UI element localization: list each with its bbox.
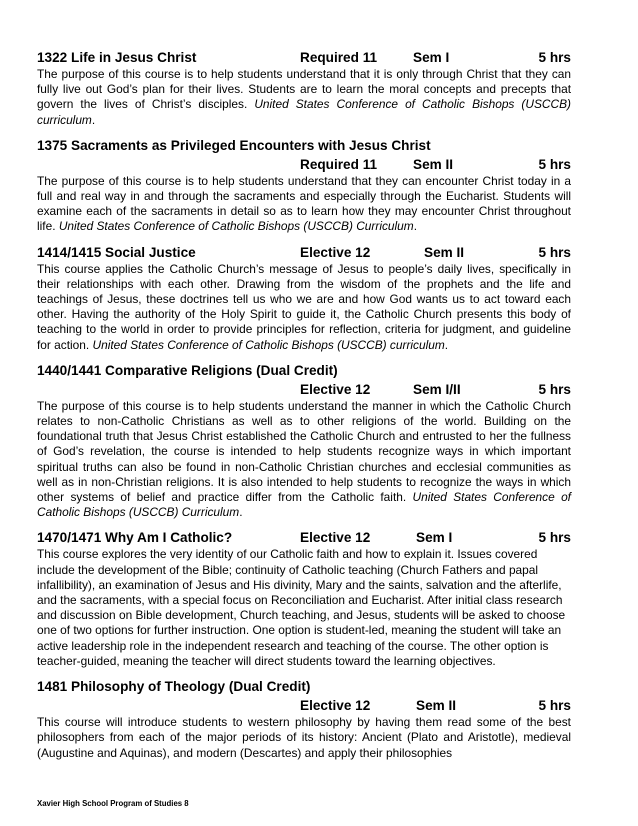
description-text: This course will introduce students to western philosophy by having them read some of the best philosophers from each of the major periods of its history: Ancient (Plato and Aristotle), medieval (Augustine and Aquinas), and modern (Descartes) and apply their philosophies	[37, 715, 571, 760]
course-title-line	[37, 136, 571, 155]
course-hours: 5 hrs	[538, 381, 571, 397]
course-requirement: Elective 12	[300, 698, 371, 714]
course-description	[37, 715, 571, 761]
course-semester: Sem I	[416, 530, 453, 546]
course-semester: Sem I/II	[413, 381, 461, 397]
description-end: .	[239, 505, 243, 520]
course-requirement: Elective 12	[300, 244, 371, 260]
course-hours: 5 hrs	[538, 530, 571, 546]
curriculum-citation: United States Conference of Catholic Bishops (USCCB) Curriculum	[37, 490, 571, 520]
course-1440-1441	[37, 361, 571, 521]
course-requirement: Elective 12	[300, 530, 371, 546]
course-title: 1375 Sacraments as Privileged Encounters with Jesus Christ	[37, 137, 431, 153]
description-end: .	[413, 219, 418, 234]
course-catalog	[37, 48, 571, 769]
description-text: The purpose of this course is to help students understand the manner in which the Catholic Church relates to non-Catholic Christians as well as to other religions of the world. Building on the foundational truth that Jesus Christ established the Catholic Church and entrusted to her the fullness of God’s revelation, the course is intended to help students recognize ways in which important spiritual truths can also be found in non-Catholic Christian churches and ecclesial communities as well as in non-Christian religions. It is also intended to help students to recognize the ways in which other systems of belief and practice differ from the Catholic faith.	[37, 398, 571, 505]
course-title: 1322 Life in Jesus Christ	[37, 50, 197, 65]
course-description	[37, 399, 571, 521]
course-requirement: Required 11	[300, 156, 378, 172]
description-text: The purpose of this course is to help students understand that they can encounter Christ today in a full and real way in and through the sacraments and especially through the Eucharist. Students will examine each of the sacraments in detail so as to learn how they may encounter Christ throughout life.	[37, 173, 571, 234]
course-header	[37, 243, 571, 262]
course-header	[37, 528, 571, 547]
course-description	[37, 262, 571, 353]
course-title-line	[37, 677, 571, 696]
course-title-line	[37, 361, 571, 380]
course-1481	[37, 677, 571, 761]
course-1414-1415	[37, 243, 571, 353]
course-semester: Sem I	[413, 50, 450, 65]
course-semester: Sem II	[413, 156, 454, 172]
course-hours: 5 hrs	[538, 156, 571, 172]
course-hours: 5 hrs	[538, 244, 571, 260]
course-semester: Sem II	[424, 244, 465, 260]
course-description	[37, 67, 571, 128]
course-title: 1470/1471 Why Am I Catholic?	[37, 530, 233, 546]
description-end: .	[444, 337, 449, 352]
course-hours: 5 hrs	[538, 50, 571, 65]
course-description	[37, 174, 571, 235]
course-1322	[37, 48, 571, 128]
course-1470-1471	[37, 528, 571, 669]
curriculum-citation: United States Conference of Catholic Bishops (USCCB) curriculum	[37, 97, 571, 127]
description-text: The purpose of this course is to help students understand that it is only through Christ that they can fully live out God’s plan for their lives. Students are to learn the moral concepts and precepts that govern the lives of Christ’s disciples.	[37, 67, 571, 112]
curriculum-citation: United States Conference of Catholic Bishops (USCCB) Curriculum	[58, 219, 414, 234]
course-1375	[37, 136, 571, 235]
course-description	[37, 547, 571, 669]
course-title: 1440/1441 Comparative Religions (Dual Credit)	[37, 362, 338, 378]
description-text: This course applies the Catholic Church’s message of Jesus to people’s daily lives, specifically in their relationships with each other. Drawing from the wisdom of the prophets and the life and teachings of Jesus, these doctrines tell us who we are and how God wants us to act toward each other. Having the authority of the Holy Spirit to guide it, the Catholic Church presents this body of teaching to the world in order to provide principles for reflection, criteria for judgment, and guideline for action.	[37, 261, 571, 352]
course-title: 1481 Philosophy of Theology (Dual Credit)	[37, 679, 311, 695]
course-hours: 5 hrs	[538, 698, 571, 714]
description-text: This course explores the very identity of our Catholic faith and how to explain it. Issues covered include the development of the Bible; continuity of Catholic teaching (Church Fathers and papal infallibility), an examination of Jesus and His divinity, Mary and the saints, salvation and the afterlife, and the sacraments, with a special focus on Reconciliation and Eucharist. After initial class research and discussion on Bible development, Church teaching, and Jesus, students will be asked to choose one of two options for further instruction. One option is student-led, meaning the student will take an active leadership role in the independent research and teaching of the course. The other option is teacher-guided, meaning the teacher will direct students toward the learning objectives.	[37, 547, 566, 668]
course-header	[37, 48, 571, 67]
curriculum-citation: United States Conference of Catholic Bishops (USCCB) curriculum	[92, 337, 445, 352]
course-requirement: Required 11	[300, 50, 378, 65]
course-title: 1414/1415 Social Justice	[37, 244, 196, 260]
description-end: .	[91, 112, 96, 127]
course-header	[37, 696, 571, 715]
page-footer: Xavier High School Program of Studies 8	[37, 799, 189, 808]
course-header	[37, 380, 571, 399]
course-header	[37, 155, 571, 174]
course-requirement: Elective 12	[300, 381, 371, 397]
course-semester: Sem II	[416, 698, 457, 714]
